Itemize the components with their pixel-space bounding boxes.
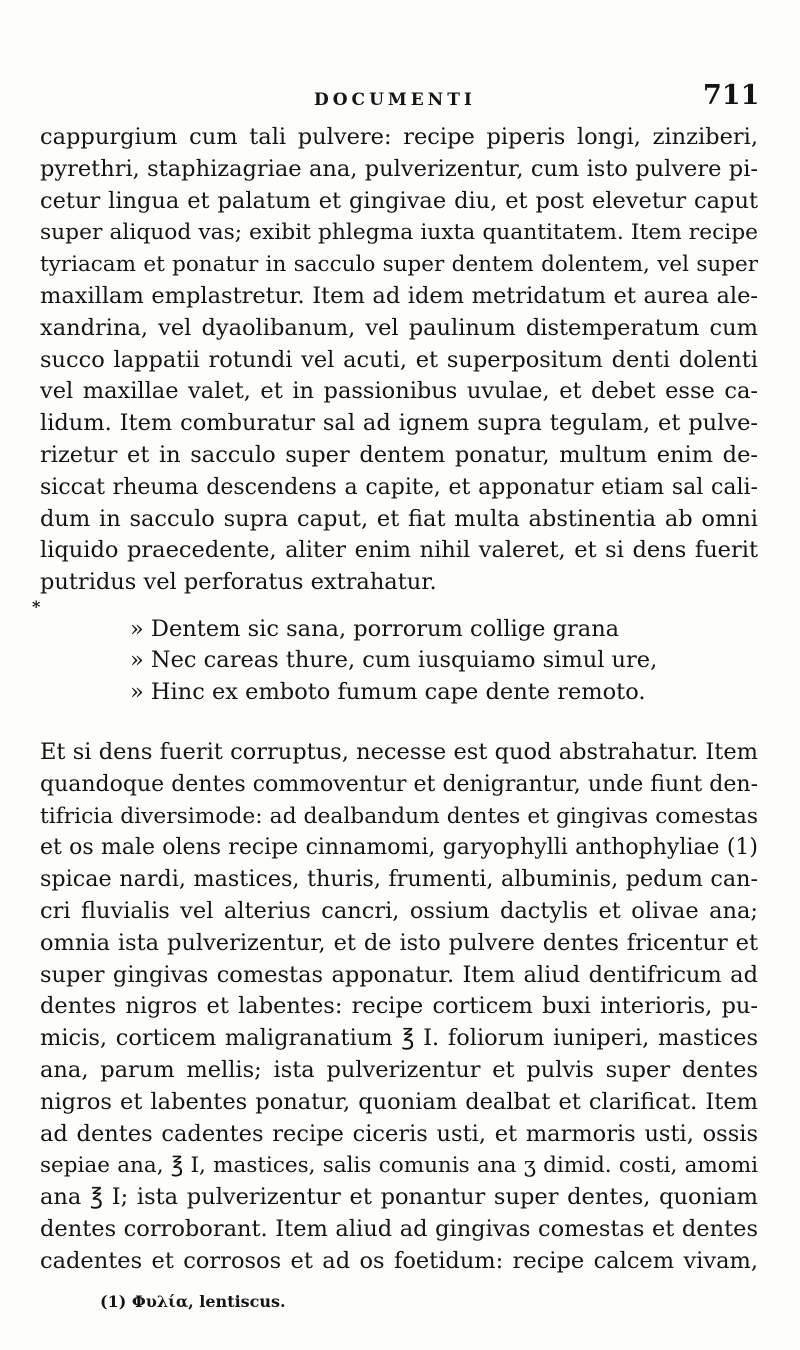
text-line: liquido praecedente, aliter enim nihil valeret, et si dens fuerit (40, 537, 758, 564)
margin-mark: * (32, 597, 41, 616)
text-line: ad dentes cadentes recipe ciceris usti, et marmoris usti, ossis (40, 1120, 758, 1147)
text-line: xandrina, vel dyaolibanum, vel paulinum distemperatum cum (40, 314, 758, 341)
text-line: ana ℥ I; ista pulverizentur et ponantur super dentes, quoniam (40, 1184, 758, 1211)
text-line: tyriacam et ponatur in sacculo super dentem dolentem, vel super (40, 252, 758, 278)
text-line: dum in sacculo supra caput, et fiat multa abstinentia ab omni (40, 505, 758, 532)
running-head (0, 80, 800, 116)
text-line: spicae nardi, mastices, thuris, frumenti, albuminis, pedum can- (40, 866, 758, 893)
header-title: DOCUMENTI (314, 90, 476, 110)
text-line: sepiae ana, ℥ I, mastices, salis comunis ana ʒ dimid. costi, amomi (40, 1153, 758, 1179)
text-line: tifricia diversimode: ad dealbandum dentes et gingivas comestas (40, 803, 758, 829)
text-line: et os male olens recipe cinnamomi, garyophylli anthophyliae (1) (40, 835, 758, 861)
text-line: cappurgium cum tali pulvere: recipe piperis longi, zinziberi, (40, 124, 758, 150)
footnote: (1) Φυλία, lentiscus. (100, 1292, 286, 1311)
text-line: micis, corticem maligranatium ℥ I. foliorum iuniperi, mastices (40, 1025, 758, 1052)
text-line: quandoque dentes commoventur et denigrantur, unde fiunt den- (40, 771, 758, 797)
text-line: ana, parum mellis; ista pulverizentur et pulvis super dentes (40, 1056, 758, 1083)
text-line: maxillam emplastretur. Item ad idem metridatum et aurea ale- (40, 282, 758, 309)
text-line: succo lappatii rotundi vel acuti, et superpositum denti dolenti (40, 346, 758, 373)
verse-line: » Hinc ex emboto fumum cape dente remoto. (130, 678, 646, 705)
text-line: putridus vel perforatus extrahatur. (40, 569, 437, 596)
text-line: dentes corroborant. Item aliud ad gingivas comestas et dentes (40, 1215, 758, 1242)
text-line: pyrethri, staphizagriae ana, pulverizentur, cum isto pulvere pi- (40, 155, 758, 182)
text-line: siccat rheuma descendens a capite, et apponatur etiam sal cali- (40, 474, 758, 500)
verse-block (130, 614, 690, 708)
text-line: Et si dens fuerit corruptus, necesse est quod abstrahatur. Item (40, 739, 758, 765)
text-line: lidum. Item comburatur sal ad ignem supra tegulam, et pulve- (40, 410, 758, 437)
text-line: super aliquod vas; exibit phlegma iuxta quantitatem. Item recipe (40, 220, 758, 246)
page-number: 711 (703, 80, 760, 111)
text-line: rizetur et in sacculo super dentem ponatur, multum enim de- (40, 441, 758, 468)
text-line: omnia ista pulverizentur, et de isto pulvere dentes fricentur et (40, 929, 758, 956)
text-line: vel maxillae valet, et in passionibus uvulae, et debet esse ca- (40, 378, 758, 405)
text-line: dentes nigros et labentes: recipe corticem buxi interioris, pu- (40, 993, 758, 1020)
paragraph-2 (40, 737, 758, 1278)
text-line: nigros et labentes ponatur, quoniam dealbat et clarificat. Item (40, 1088, 758, 1115)
text-line: cetur lingua et palatum et gingivae diu, et post elevetur caput (40, 187, 758, 214)
text-line: super gingivas comestas apponatur. Item aliud dentifricum ad (40, 961, 758, 988)
verse-line: » Nec careas thure, cum iusquiamo simul ure, (130, 647, 658, 674)
verse-line: » Dentem sic sana, porrorum collige grana (130, 616, 620, 642)
paragraph-1 (40, 122, 758, 599)
text-line: cadentes et corrosos et ad os foetidum: recipe calcem vivam, (40, 1247, 758, 1274)
text-line: cri fluvialis vel alterius cancri, ossium dactylis et olivae ana; (40, 897, 758, 924)
